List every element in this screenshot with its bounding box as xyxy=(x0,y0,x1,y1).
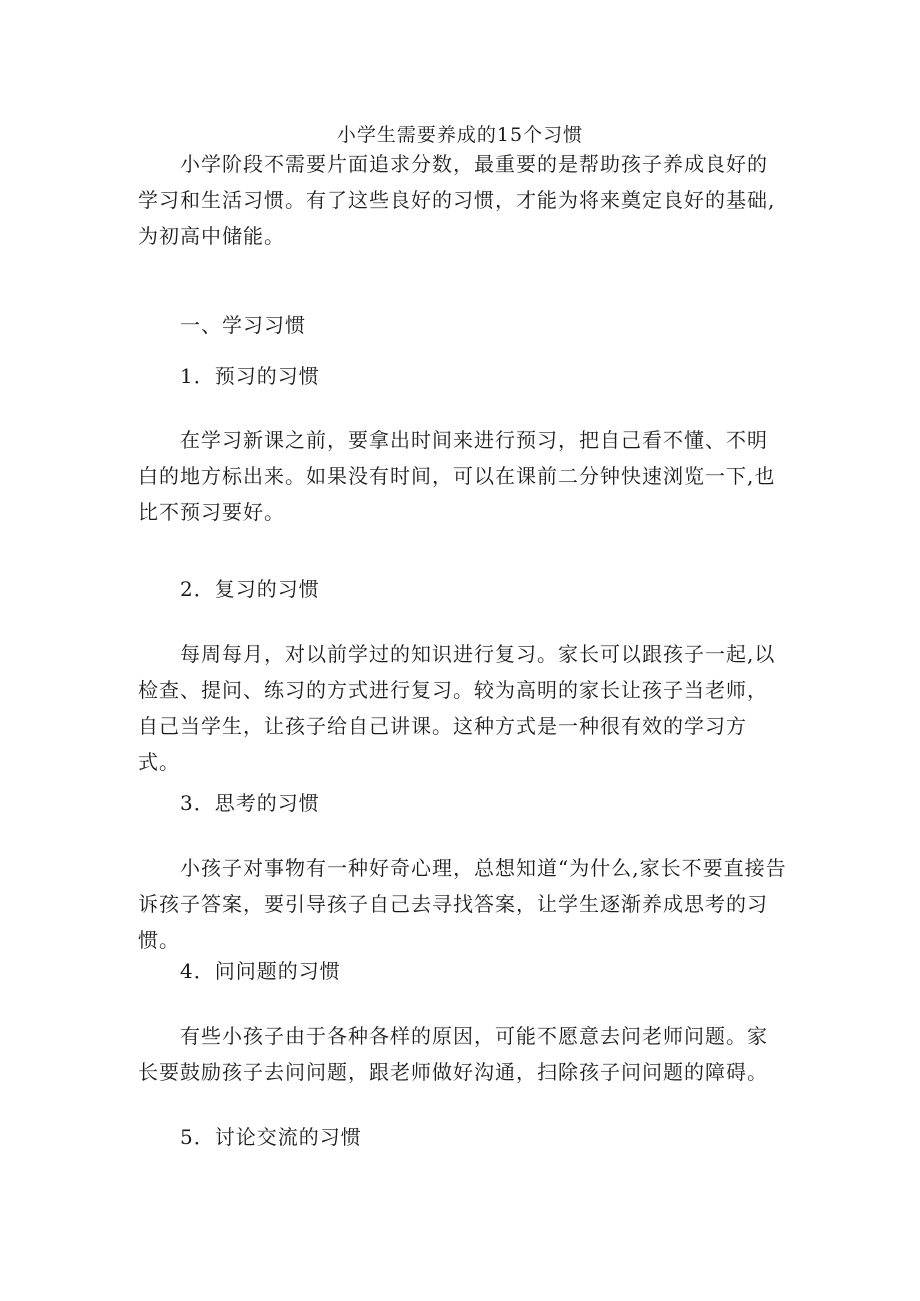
item-heading-4: 4．问问题的习惯 xyxy=(180,959,341,983)
item-heading-1: 1．预习的习惯 xyxy=(180,364,320,388)
item-body-3: 小孩子对事物有一种好奇心理，总想知道“为什么,家长不要直接告诉孩子答案，要引导孩子自己去寻找答案，让学生逐渐养成思考的习惯。 xyxy=(138,856,787,952)
item-body-2: 每周每月，对以前学过的知识进行复习。家长可以跟孩子一起,以检查、提问、练习的方式进行复习。较为高明的家长让孩子当老师，自己当学生，让孩子给自己讲课。这种方式是一种很有效的学习方式。 xyxy=(138,642,776,774)
item-heading-3: 3．思考的习惯 xyxy=(180,791,320,815)
intro-paragraph: 小学阶段不需要片面追求分数，最重要的是帮助孩子养成良好的学习和生活习惯。有了这些良好的习惯，才能为将来奠定良好的基础,为初高中储能。 xyxy=(138,152,776,248)
item-body-1: 在学习新课之前，要拿出时间来进行预习，把自己看不懂、不明白的地方标出来。如果没有时间，可以在课前二分钟快速浏览一下,也比不预习要好。 xyxy=(138,428,776,524)
item-heading-5: 5．讨论交流的习惯 xyxy=(180,1125,362,1149)
section-heading-study-habits: 一、学习习惯 xyxy=(180,313,306,337)
item-heading-2: 2．复习的习惯 xyxy=(180,577,320,601)
item-body-4: 有些小孩子由于各种各样的原因，可能不愿意去问老师问题。家长要鼓励孩子去问问题，跟老师做好沟通，扫除孩子问问题的障碍。 xyxy=(138,1024,768,1084)
document-title: 小学生需要养成的15个习惯 xyxy=(336,124,584,146)
